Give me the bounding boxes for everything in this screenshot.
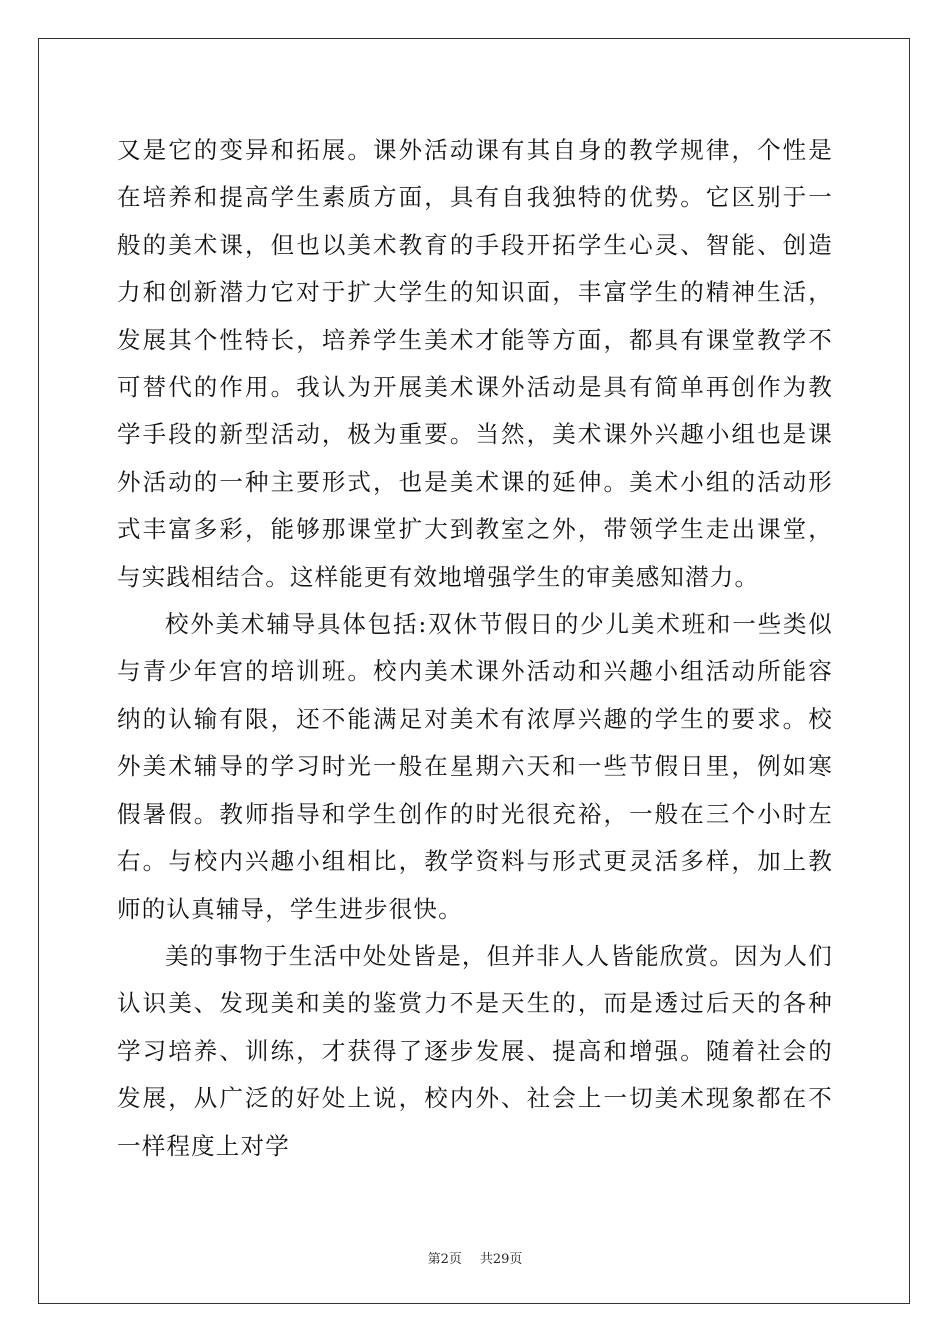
page-number: 第2页 xyxy=(427,1252,462,1267)
paragraph-2: 校外美术辅导具体包括:双休节假日的少儿美术班和一些类似与青少年宫的培训班。校内美术课外活动和兴趣小组活动所能容纳的认输有限，还不能满足对美术有浓厚兴趣的学生的要求。校外美术辅导的学习时光一般在星期六天和一些节假日里，例如寒假暑假。教师指导和学生创作的时光很充裕，一般在三个小时左右。与校内兴趣小组相比，教学资料与形式更灵活多样，加上教师的认真辅导，学生进步很快。 xyxy=(117,610,833,923)
page-footer xyxy=(0,1248,950,1267)
document-body xyxy=(117,127,833,1170)
paragraph-1: 又是它的变异和拓展。课外活动课有其自身的教学规律，个性是在培养和提高学生素质方面，具有自我独特的优势。它区别于一般的美术课，但也以美术教育的手段开拓学生心灵、智能、创造力和创新潜力它对于扩大学生的知识面，丰富学生的精神生活，发展其个性特长，培养学生美术才能等方面，都具有课堂教学不可替代的作用。我认为开展美术课外活动是具有简单再创作为教学手段的新型活动，极为重要。当然，美术课外兴趣小组也是课外活动的一种主要形式，也是美术课的延伸。美术小组的活动形式丰富多彩，能够那课堂扩大到教室之外，带领学生走出课堂，与实践相结合。这样能更有效地增强学生的审美感知潜力。 xyxy=(117,136,833,591)
total-pages: 共29页 xyxy=(479,1252,523,1267)
paragraph-3: 美的事物于生活中处处皆是，但并非人人皆能欣赏。因为人们认识美、发现美和美的鉴赏力不是天生的，而是透过后天的各种学习培养、训练，才获得了逐步发展、提高和增强。随着社会的发展，从广泛的好处上说，校内外、社会上一切美术现象都在不一样程度上对学 xyxy=(117,941,833,1160)
